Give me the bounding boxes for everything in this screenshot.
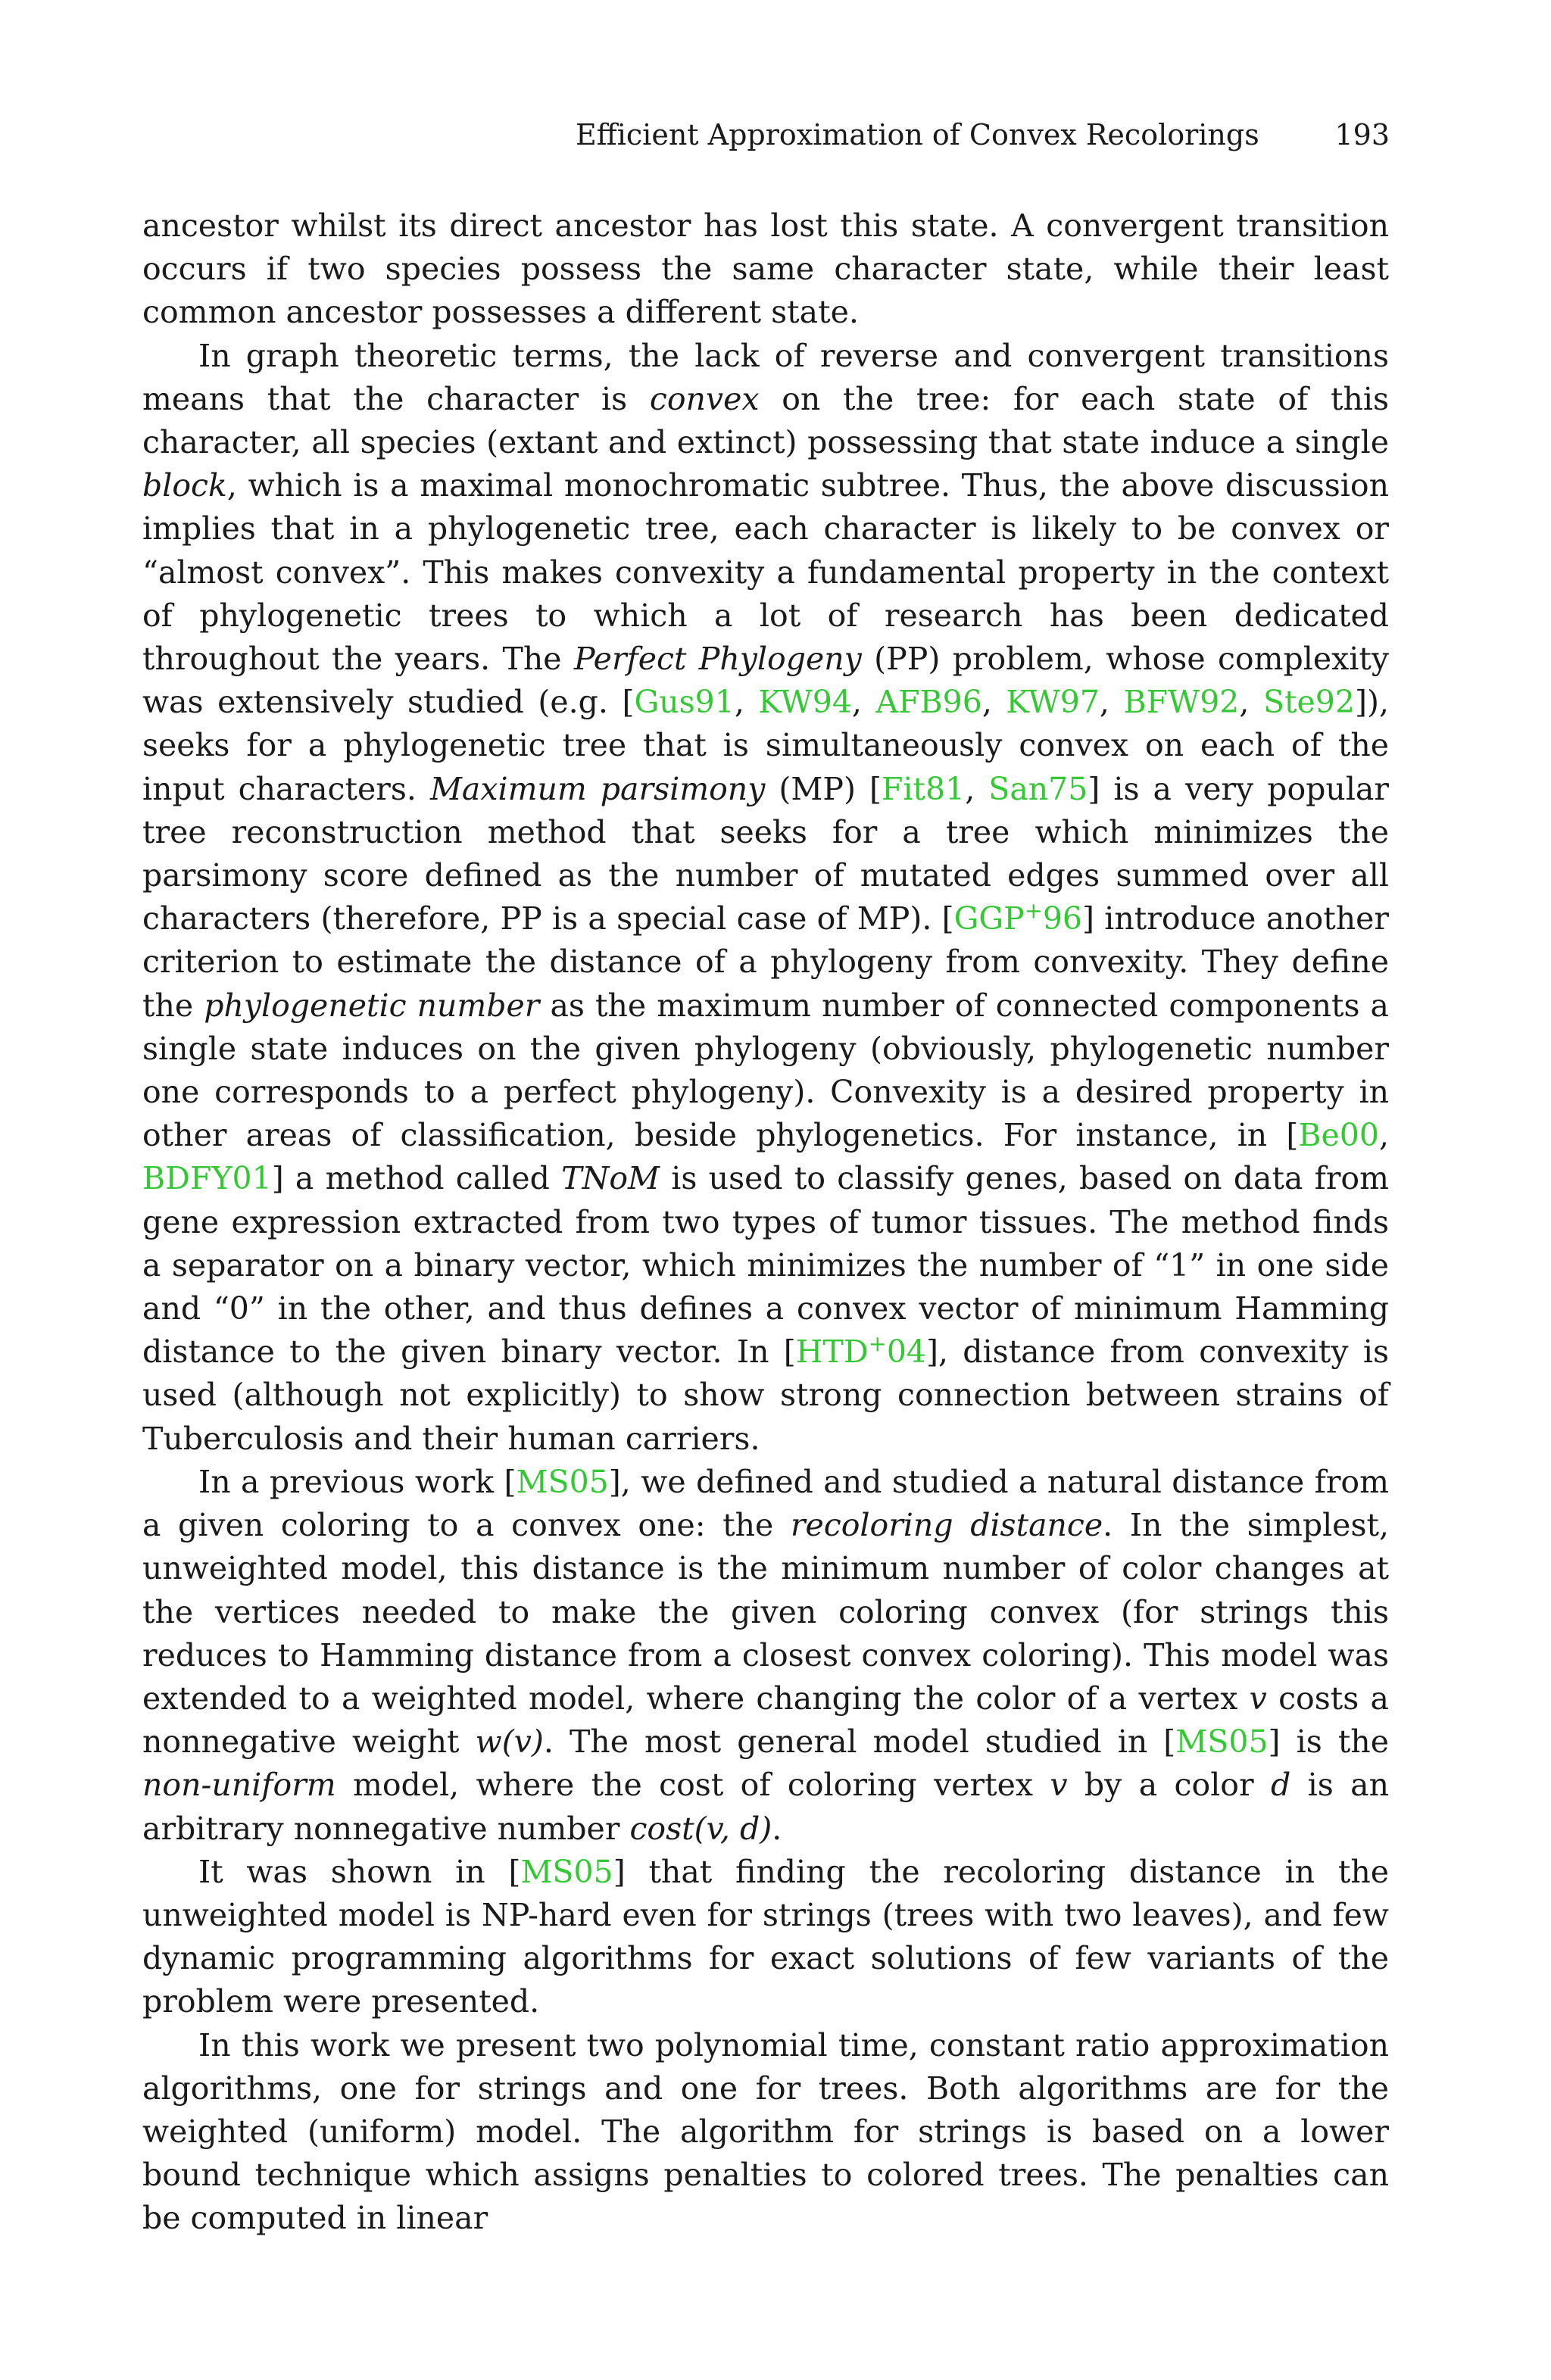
text-run: (PP) problem, whose complexity was extensively studied (e.g. [: [142, 641, 1389, 721]
text-run: is an arbitrary nonnegative number: [142, 1767, 1390, 1847]
citation-text: 04: [886, 1333, 926, 1371]
running-head: [576, 112, 1390, 158]
citation-text: 96: [1042, 900, 1082, 937]
emphasis-convex: convex: [649, 380, 760, 417]
citation-link[interactable]: BDFY01: [142, 1160, 272, 1197]
citation-superscript: +: [1024, 897, 1043, 924]
emphasis-tnom: TNoM: [561, 1160, 660, 1197]
emphasis-recoloring-distance: recoloring distance: [790, 1507, 1103, 1544]
paragraph-this-work: [142, 2024, 1389, 2241]
emphasis-maximum-parsimony: Maximum parsimony: [429, 770, 766, 807]
citation-link[interactable]: KW97: [1006, 684, 1100, 721]
citation-link[interactable]: Gus91: [634, 684, 735, 721]
text-run: ] that finding the recoloring distance in the unweighted model is NP-hard even for strings (trees with two leaves), and few dynamic programming algorithms for exact solutions of few variants of the problem were presented.: [142, 1853, 1389, 2020]
text-run: In this work we present two polynomial time, constant ratio approximation algorithms, one for strings and one for trees. Both algorithms are for the weighted (uniform) model. The algorithm for strings is based on a lower bound technique which assigns penalties to colored trees. The penalties can be computed in linear: [142, 2026, 1389, 2237]
text-run: on the tree: for each state of this character, all species (extant and extinct) possessing that state induce a single: [142, 380, 1389, 461]
text-run: as the maximum number of connected components a single state induces on the given phylogeny (obviously, phylogenetic number one corresponds to a perfect phylogeny). Convexity is a desired property in other areas of classification, beside phylogenetics. For instance, in [: [142, 987, 1389, 1154]
text-run: ], distance from convexity is used (although not explicitly) to show strong connection between strains of Tuberculosis and their human carriers.: [142, 1333, 1389, 1457]
emphasis-phylogenetic-number: phylogenetic number: [204, 987, 540, 1024]
citation-link[interactable]: Ste92: [1262, 684, 1355, 721]
math-v: v: [1249, 1680, 1267, 1717]
text-run: ] is a very popular tree reconstruction method that seeks for a tree which minimizes the parsimony score defined as the number of mutated edges summed over all characters (therefore, PP is a special case of MP). [: [142, 770, 1389, 937]
emphasis-perfect-phylogeny: Perfect Phylogeny: [573, 641, 862, 678]
citation-link[interactable]: MS05: [516, 1463, 609, 1500]
text-run: In a previous work [: [198, 1463, 516, 1500]
citation-link[interactable]: KW94: [758, 684, 852, 721]
paragraph-convexity: In graph theoretic terms, the lack of reverse and convergent transitions means that the character is convex on the tree: for each state of this character, all species (extant and extinct) possessing that state induce a single block, which is a maximal monochromatic subtree. Thus, the above discussion implies that in a phylogenetic tree, each character is likely to be convex or “almost convex”. This makes convexity a fundamental property in the context of phylogenetic trees to which a lot of research has been dedicated throughout the years. The Perfect Phylogeny (PP) problem, whose complexity was extensively studied (e.g. [Gus91, KW94, AFB96, KW97, BFW92, Ste92]), seeks for a phylogenetic tree that is simultaneously convex on each of the input characters. Maximum parsimony (MP) [Fit81, San75] is a very popular tree reconstruction method that seeks for a tree which minimizes the parsimony score defined as the number of mutated edges summed over all characters (therefore, PP is a special case of MP). [GGP+96] introduce another criterion to estimate the distance of a phylogeny from convexity. They define the phylogenetic number as the maximum number of connected components a single state induces on the given phylogeny (obviously, phylogenetic number one corresponds to a perfect phylogeny). Convexity is a desired property in other areas of classification, beside phylogenetics. For instance, in [Be00, BDFY01] a method called TNoM is used to classify genes, based on data from gene expression extracted from two types of tumor tissues. The method finds a separator on a binary vector, which minimizes the number of “1” in one side and “0” in the other, and thus defines a convex vector of minimum Hamming distance to the given binary vector. In [HTD+04], distance from convexity is used (although not explicitly) to show strong connection between strains of Tuberculosis and their human carriers.: [142, 337, 1389, 1457]
paragraph-previous-work: [142, 1461, 1389, 1851]
citation-link[interactable]: San75: [988, 770, 1088, 807]
text-run: by a color: [1067, 1767, 1271, 1804]
text-run: ] a method called: [271, 1160, 562, 1197]
text-run: ] introduce another criterion to estimate the distance of a phylogeny from convexity. They define the: [142, 900, 1389, 1024]
body-text: [142, 204, 1389, 2241]
citation-link[interactable]: AFB96: [875, 684, 982, 721]
citation-link[interactable]: Fit81: [881, 770, 966, 807]
text-run: , which is a maximal monochromatic subtree. Thus, the above discussion implies that in a phylogenetic tree, each character is likely to be convex or “almost convex”. This makes convexity a fundamental property in the context of phylogenetic trees to which a lot of research has been dedicated throughout the years. The: [142, 467, 1389, 678]
citation-superscript: +: [868, 1330, 887, 1357]
text-run: (MP) [: [765, 770, 882, 807]
citation-link[interactable]: MS05: [1175, 1723, 1269, 1761]
citation-link[interactable]: [795, 1330, 926, 1371]
text-run: ], we defined and studied a natural distance from a given coloring to a convex one: the: [142, 1463, 1389, 1544]
running-title: Efficient Approximation of Convex Recolorings: [576, 118, 1259, 151]
citation-link[interactable]: MS05: [520, 1853, 613, 1890]
text-run: .: [772, 1810, 782, 1847]
text-run: model, where the cost of coloring vertex: [335, 1767, 1050, 1804]
paragraph-np-hard: [142, 1851, 1389, 2024]
math-d: d: [1270, 1767, 1291, 1804]
text-run: costs a nonnegative weight: [142, 1680, 1389, 1761]
text-run: . The most general model studied in [: [543, 1723, 1176, 1761]
math-w-of-v: w(v): [475, 1723, 544, 1761]
citation-link[interactable]: Be00: [1298, 1117, 1379, 1154]
text-run: In graph theoretic terms, the lack of reverse and convergent transitions means that the character is: [142, 337, 1389, 417]
citation-text: HTD: [795, 1333, 869, 1371]
citation-link[interactable]: [953, 897, 1082, 937]
text-run: is used to classify genes, based on data from gene expression extracted from two types of tumor tissues. The method finds a separator on a binary vector, which minimizes the number of “1” in one side and “0” in the other, and thus defines a convex vector of minimum Hamming distance to the given binary vector. In [: [142, 1160, 1389, 1371]
page-number: 193: [1334, 118, 1390, 151]
text-run: ] is the: [1268, 1723, 1389, 1761]
text-run: ancestor whilst its direct ancestor has lost this state. A convergent transition occurs if two species possess the same character state, while their least common ancestor possesses a different state.: [142, 207, 1389, 331]
text-run: It was shown in [: [198, 1853, 521, 1890]
text-run: . In the simplest, unweighted model, this distance is the minimum number of color changes at the vertices needed to make the given coloring convex (for strings this reduces to Hamming distance from a closest convex coloring). This model was extended to a weighted model, where changing the color of a vertex: [142, 1507, 1389, 1717]
citation-text: GGP: [953, 900, 1025, 937]
citation-link[interactable]: BFW92: [1123, 684, 1240, 721]
text-run: ]), seeks for a phylogenetic tree that is simultaneously convex on each of the input characters.: [142, 684, 1389, 807]
emphasis-non-uniform: non-uniform: [142, 1767, 336, 1804]
emphasis-block: block: [142, 467, 227, 504]
math-v: v: [1050, 1767, 1068, 1804]
paragraph-continued: [142, 204, 1389, 335]
math-cost: cost(v, d): [629, 1810, 772, 1847]
